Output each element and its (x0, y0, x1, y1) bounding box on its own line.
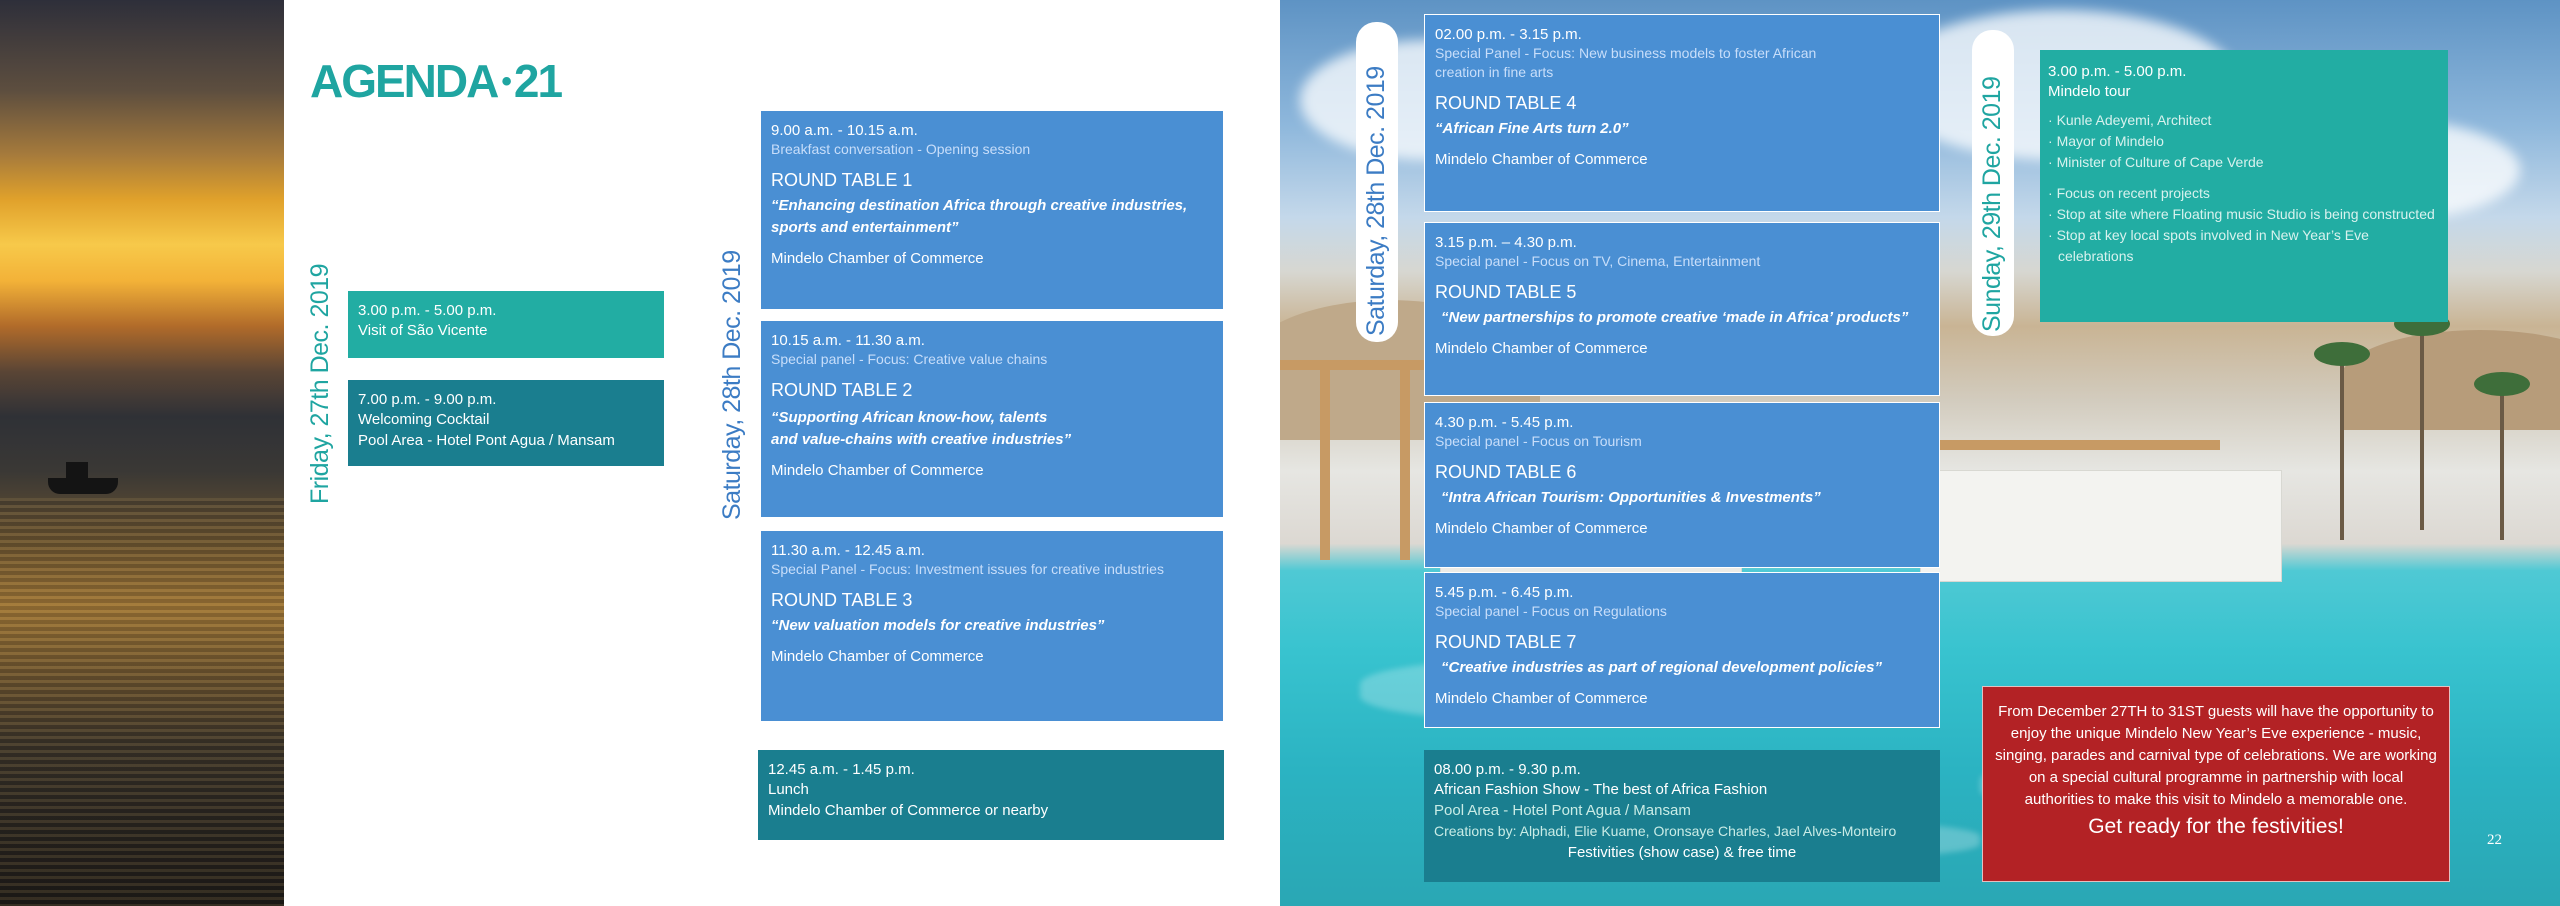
event-subtitle: Special panel - Focus on Tourism (1435, 433, 1642, 449)
round-table-title: ROUND TABLE 2 (771, 380, 913, 400)
list-item: · Stop at key local spots involved in New Year’s Eve celebrations (2048, 225, 2440, 267)
event-time: 12.45 a.m. - 1.45 p.m. (768, 761, 915, 778)
round-table-3-box (760, 530, 1224, 722)
list-item: · Minister of Culture of Cape Verde (2048, 152, 2440, 173)
event-time: 10.15 a.m. - 11.30 a.m. (771, 332, 925, 349)
round-table-6-box (1424, 402, 1940, 568)
sunset-photo (0, 0, 284, 906)
round-table-title: ROUND TABLE 4 (1435, 93, 1577, 113)
fashion-show-box (1424, 750, 1940, 882)
event-subtitle: Special panel - Focus on TV, Cinema, Entertainment (1435, 253, 1761, 269)
festivities-promo-box (1982, 686, 2450, 882)
event-time: 9.00 a.m. - 10.15 a.m. (771, 122, 918, 139)
event-time: 02.00 p.m. - 3.15 p.m. (1435, 26, 1582, 43)
round-table-title: ROUND TABLE 5 (1435, 282, 1577, 302)
promo-cta: Get ready for the festivities! (2088, 815, 2344, 838)
list-item: · Focus on recent projects (2048, 183, 2440, 204)
round-table-title: ROUND TABLE 3 (771, 590, 913, 610)
event-location: Mindelo Chamber of Commerce (1435, 520, 1648, 537)
event-location: Mindelo Chamber of Commerce (1435, 690, 1648, 707)
round-table-desc: “New partnerships to promote creative ‘made in Africa’ products” (1441, 309, 1909, 326)
round-table-2-box (760, 320, 1224, 518)
round-table-desc-line1: “Supporting African know-how, talents (771, 409, 1048, 426)
event-location: Mindelo Chamber of Commerce (771, 648, 984, 665)
round-table-desc-line2: and value-chains with creative industries” (771, 431, 1072, 448)
event-time: 3.00 p.m. - 5.00 p.m. (358, 302, 497, 319)
sunday-tour-box (2040, 50, 2448, 322)
event-title: African Fashion Show - The best of Africa Fashion (1434, 781, 1768, 798)
event-time: 3.15 p.m. – 4.30 p.m. (1435, 234, 1577, 251)
round-table-desc: “New valuation models for creative industries” (771, 617, 1105, 634)
event-designers: Creations by: Alphadi, Elie Kuame, Oronsaye Charles, Jael Alves-Monteiro (1434, 823, 1897, 839)
event-location: Mindelo Chamber of Commerce (771, 250, 984, 267)
round-table-4-box (1424, 14, 1940, 212)
event-time: 3.00 p.m. - 5.00 p.m. (2048, 63, 2187, 80)
event-location: Pool Area - Hotel Pont Agua / Mansam (1434, 802, 1691, 819)
promo-text: From December 27TH to 31ST guests will have the opportunity to enjoy the unique Mindelo New Year’s Eve experience - music, singing, parades and carnival type of celebrations. We are working on a special cultural programme in partnership with local authorities to make this visit to Mindelo a memorable one. (1995, 703, 2437, 808)
list-item: · Stop at site where Floating music Studio is being constructed (2048, 204, 2440, 225)
event-location: Mindelo Chamber of Commerce or nearby (768, 802, 1049, 819)
event-location: Mindelo Chamber of Commerce (1435, 151, 1648, 168)
day-label-sunday: Sunday, 29th Dec. 2019 (1978, 76, 2006, 332)
event-subtitle: Special Panel - Focus: New business models to foster African creation in fine arts (1435, 45, 1817, 80)
list-item: · Mayor of Mindelo (2048, 131, 2440, 152)
page-number: 22 (2487, 832, 2502, 848)
round-table-5-box (1424, 222, 1940, 396)
event-time: 5.45 p.m. - 6.45 p.m. (1435, 584, 1574, 601)
event-title: Welcoming Cocktail (358, 411, 490, 428)
event-subtitle: Special panel - Focus on Regulations (1435, 603, 1667, 619)
list-item: · Kunle Adeyemi, Architect (2048, 110, 2440, 131)
day-label-saturday-left: Saturday, 28th Dec. 2019 (718, 250, 746, 520)
event-title: Visit of São Vicente (358, 322, 488, 339)
round-table-title: ROUND TABLE 6 (1435, 462, 1577, 482)
event-note: Festivities (show case) & free time (1567, 844, 1797, 861)
day-label-friday: Friday, 27th Dec. 2019 (306, 263, 334, 504)
event-time: 11.30 a.m. - 12.45 a.m. (771, 542, 925, 559)
round-table-title: ROUND TABLE 7 (1435, 632, 1577, 652)
round-table-desc: “African Fine Arts turn 2.0” (1435, 120, 1629, 137)
boat-cabin (66, 462, 88, 478)
event-subtitle: Breakfast conversation - Opening session (771, 141, 1031, 157)
event-subtitle: Special panel - Focus: Creative value chains (771, 351, 1048, 367)
round-table-1-box (760, 110, 1224, 310)
tour-people-list (2048, 110, 2440, 173)
round-table-desc: “Enhancing destination Africa through creative industries, sports and entertainment” (771, 197, 1188, 236)
event-title: Lunch (768, 781, 809, 798)
friday-event-visit (348, 291, 664, 358)
friday-event-cocktail (348, 380, 664, 466)
day-label-saturday-right: Saturday, 28th Dec. 2019 (1362, 66, 1390, 336)
round-table-desc: “Intra African Tourism: Opportunities & Investments” (1441, 489, 1821, 506)
agenda-title: AGENDA •21 (310, 55, 562, 107)
event-location: Pool Area - Hotel Pont Agua / Mansam (358, 432, 615, 449)
boat-silhouette (48, 478, 118, 494)
round-table-7-box (1424, 572, 1940, 728)
event-subtitle: Special Panel - Focus: Investment issues for creative industries (771, 561, 1164, 577)
event-location: Mindelo Chamber of Commerce (771, 462, 984, 479)
event-time: 7.00 p.m. - 9.00 p.m. (358, 391, 497, 408)
event-time: 4.30 p.m. - 5.45 p.m. (1435, 414, 1574, 431)
round-table-title: ROUND TABLE 1 (771, 170, 913, 190)
event-time: 08.00 p.m. - 9.30 p.m. (1434, 761, 1581, 778)
lunch-box (758, 750, 1224, 840)
event-location: Mindelo Chamber of Commerce (1435, 340, 1648, 357)
tour-points-list (2048, 183, 2440, 267)
event-title: Mindelo tour (2048, 83, 2131, 100)
round-table-desc: “Creative industries as part of regional development policies” (1441, 659, 1882, 676)
